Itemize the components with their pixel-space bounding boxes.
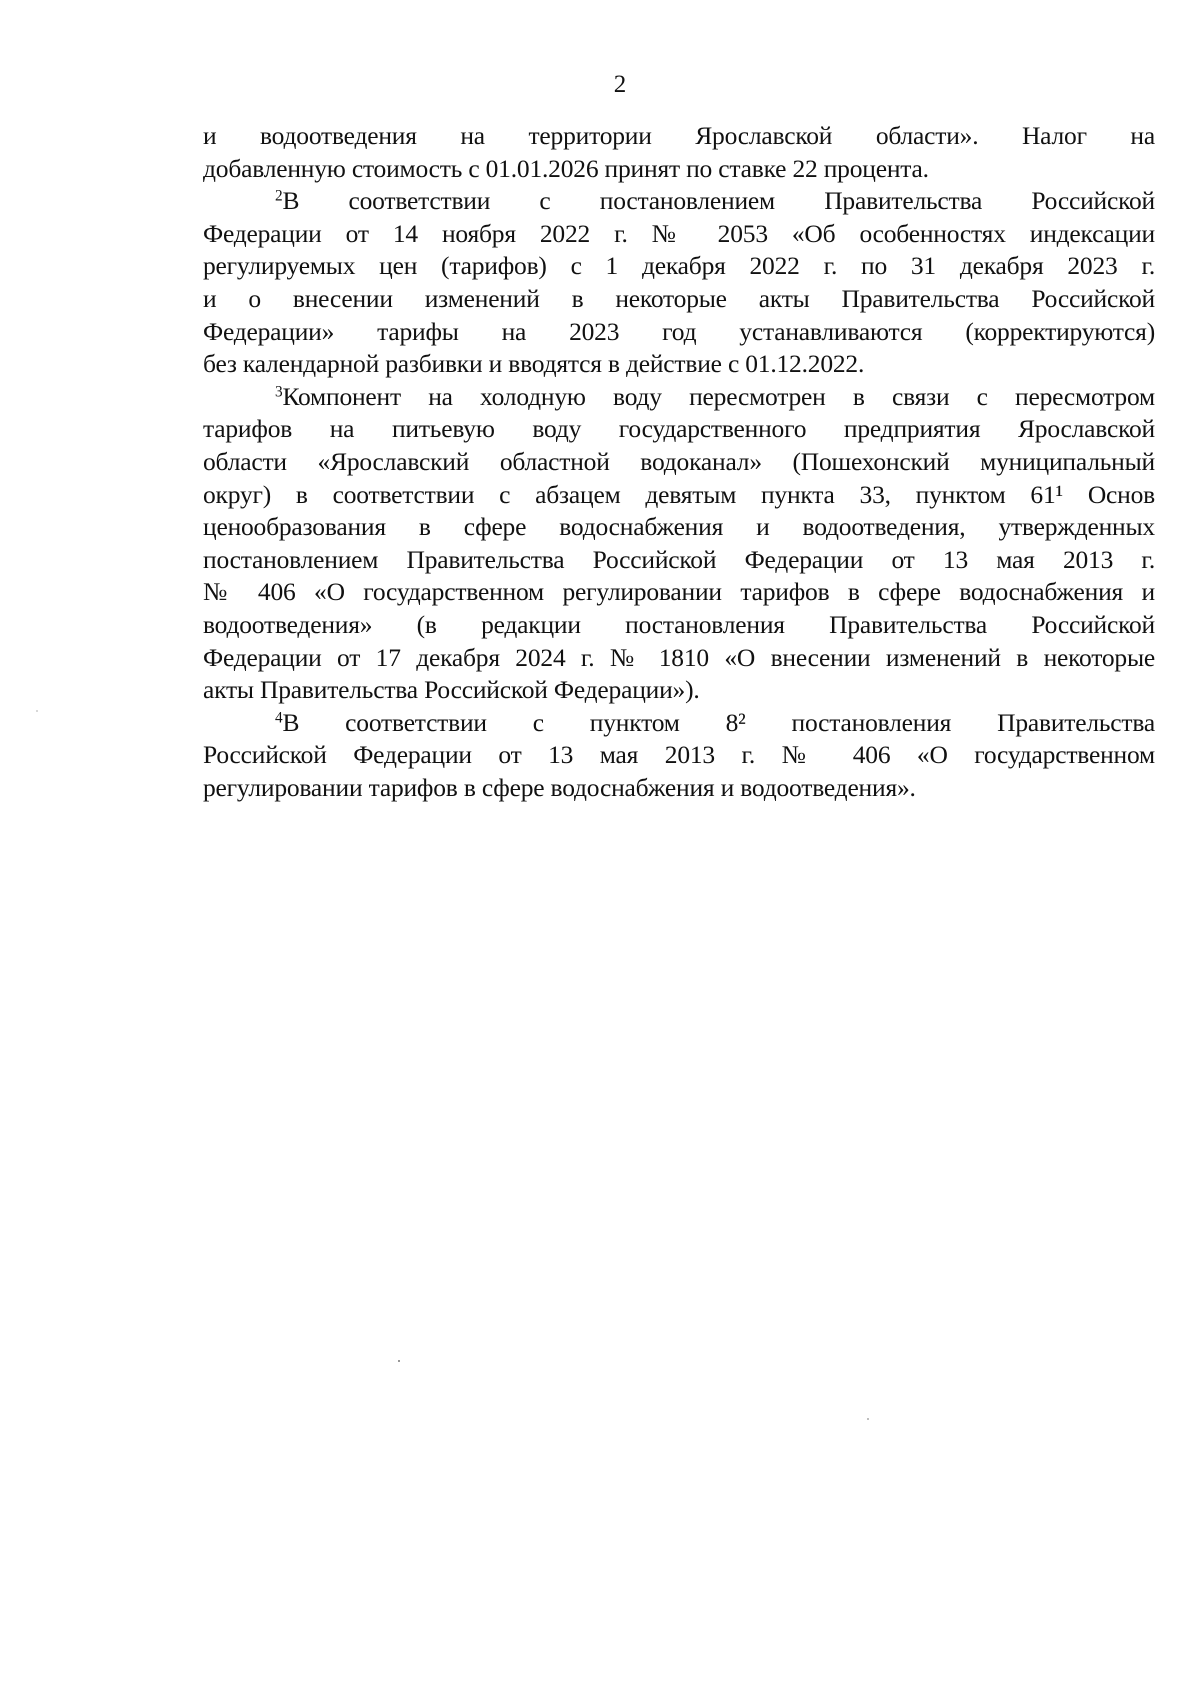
scan-speck bbox=[36, 710, 38, 712]
text-line: добавленную стоимость с 01.01.2026 принят по ставке 22 процента. bbox=[203, 153, 929, 183]
footnote-mark: 2 bbox=[275, 187, 283, 205]
text-line: Федерации» тарифы на 2023 год устанавливаются (корректируются) bbox=[203, 316, 1155, 346]
footnote-4-paragraph bbox=[203, 707, 1155, 805]
paragraph-continuation bbox=[203, 120, 1155, 185]
text-line: Федерации от 14 ноября 2022 г. № 2053 «Об особенностях индексации bbox=[203, 218, 1155, 248]
text-line: округ) в соответствии с абзацем девятым пункта 33, пунктом 61¹ Основ bbox=[203, 479, 1155, 509]
footnote-3-paragraph bbox=[203, 381, 1155, 707]
text-line-first bbox=[203, 381, 1155, 414]
text-line: акты Правительства Российской Федерации»). bbox=[203, 675, 700, 705]
text-line: постановлением Правительства Российской Федерации от 13 мая 2013 г. bbox=[203, 544, 1155, 574]
text-line: регулировании тарифов в сфере водоснабжения и водоотведения». bbox=[203, 772, 916, 802]
footnote-mark: 3 bbox=[275, 383, 283, 401]
text-line: тарифов на питьевую воду государственного предприятия Ярославской bbox=[203, 414, 1155, 444]
text-line: Компонент на холодную воду пересмотрен в связи с пересмотром bbox=[282, 381, 1155, 411]
text-line: В соответствии с пунктом 8² постановления Правительства bbox=[282, 707, 1155, 737]
text-line: № 406 «О государственном регулировании тарифов в сфере водоснабжения и bbox=[203, 577, 1155, 607]
text-line: регулируемых цен (тарифов) с 1 декабря 2022 г. по 31 декабря 2023 г. bbox=[203, 251, 1155, 281]
footnote-mark: 4 bbox=[275, 709, 283, 727]
text-line: и о внесении изменений в некоторые акты Правительства Российской bbox=[203, 283, 1155, 313]
text-line: Российской Федерации от 13 мая 2013 г. № 406 «О государственном bbox=[203, 740, 1155, 770]
text-line: Федерации от 17 декабря 2024 г. № 1810 «О внесении изменений в некоторые bbox=[203, 642, 1155, 672]
text-line: водоотведения» (в редакции постановления Правительства Российской bbox=[203, 609, 1155, 639]
text-line: ценообразования в сфере водоснабжения и водоотведения, утвержденных bbox=[203, 512, 1155, 542]
document-body bbox=[203, 120, 1155, 804]
text-line-first bbox=[203, 185, 1155, 218]
page-number: 2 bbox=[613, 71, 627, 98]
text-line: В соответствии с постановлением Правительства Российской bbox=[282, 186, 1155, 216]
text-line: и водоотведения на территории Ярославской области». Налог на bbox=[203, 121, 1155, 150]
text-line: без календарной разбивки и вводятся в действие с 01.12.2022. bbox=[203, 349, 865, 379]
footnote-2-paragraph bbox=[203, 185, 1155, 381]
scan-speck bbox=[398, 1360, 400, 1362]
scan-speck bbox=[867, 1418, 869, 1420]
text-line-first bbox=[203, 707, 1155, 740]
text-line: области «Ярославский областной водоканал» (Пошехонский муниципальный bbox=[203, 446, 1155, 476]
